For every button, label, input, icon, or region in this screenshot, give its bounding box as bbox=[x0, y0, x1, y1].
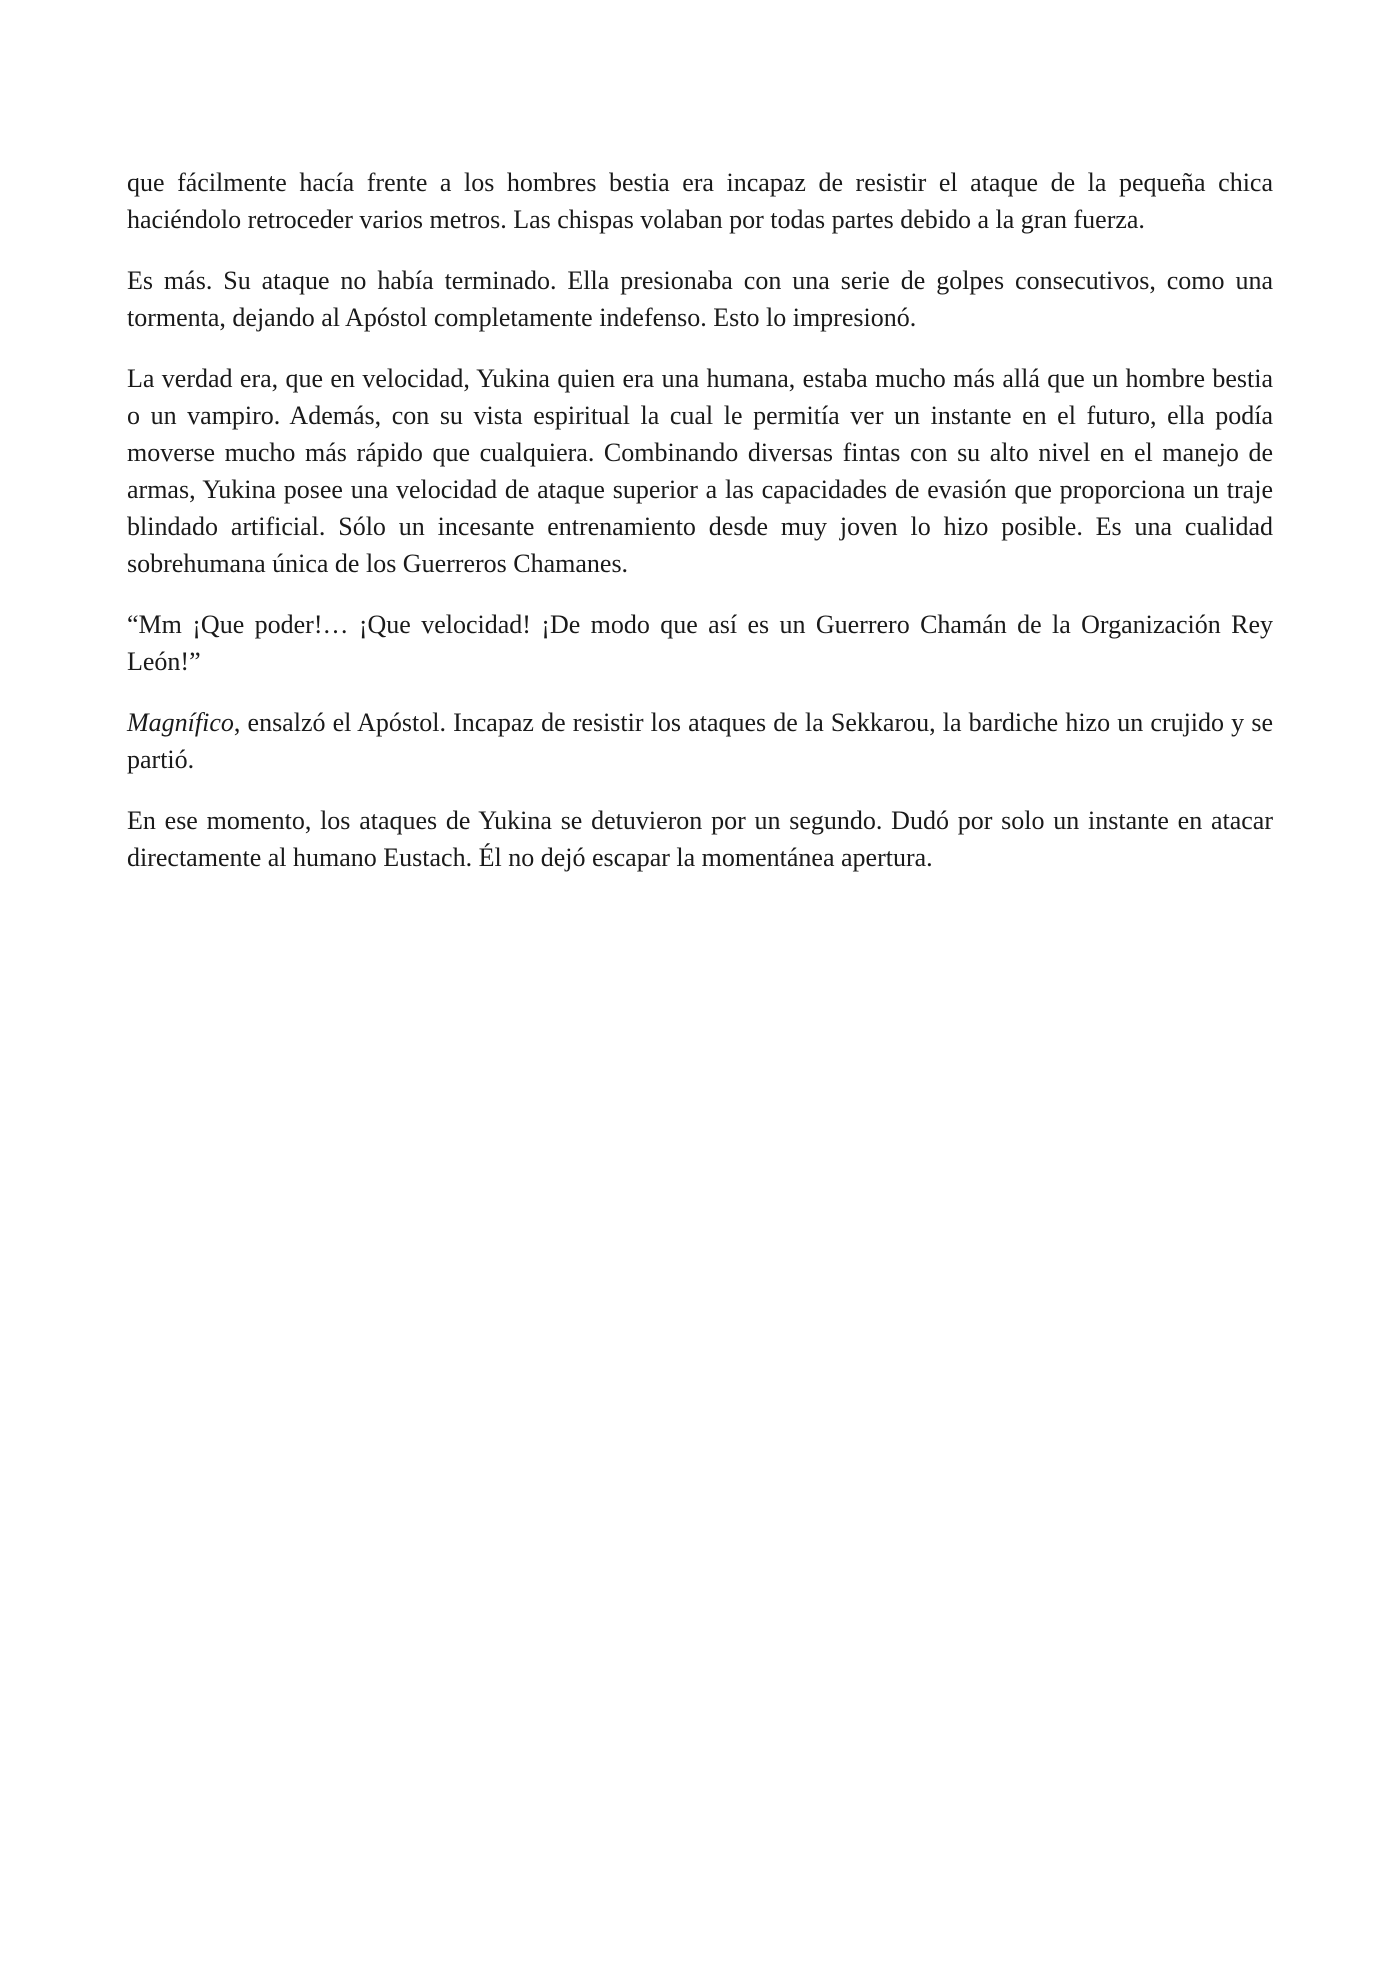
paragraph-1: que fácilmente hacía frente a los hombres bestia era incapaz de resistir el ataque de la pequeña chica haciéndolo retroceder varios metros. Las chispas volaban por todas partes debido a la gran fuerza. bbox=[127, 168, 1273, 234]
italic-word: Magnífico bbox=[127, 708, 234, 737]
paragraph-2: Es más. Su ataque no había terminado. Ella presionaba con una serie de golpes consecutivos, como una tormenta, dejando al Apóstol completamente indefenso. Esto lo impresionó. bbox=[127, 266, 1273, 332]
paragraph-6: En ese momento, los ataques de Yukina se detuvieron por un segundo. Dudó por solo un instante en atacar directamente al humano Eustach. Él no dejó escapar la momentánea apertura. bbox=[127, 806, 1273, 872]
document-page bbox=[127, 164, 1273, 900]
paragraph-3: La verdad era, que en velocidad, Yukina quien era una humana, estaba mucho más allá que un hombre bestia o un vampiro. Además, con su vista espiritual la cual le permitía ver un instante en el futuro, ella podía moverse mucho más rápido que cualquiera. Combinando diversas fintas con su alto nivel en el manejo de armas, Yukina posee una velocidad de ataque superior a las capacidades de evasión que proporciona un traje blindado artificial. Sólo un incesante entrenamiento desde muy joven lo hizo posible. Es una cualidad sobrehumana única de los Guerreros Chamanes. bbox=[127, 364, 1273, 578]
paragraph-5-rest: , ensalzó el Apóstol. Incapaz de resistir los ataques de la Sekkarou, la bardiche hizo un crujido y se partió. bbox=[127, 708, 1273, 774]
paragraph-4-dialogue: “Mm ¡Que poder!… ¡Que velocidad! ¡De modo que así es un Guerrero Chamán de la Organización Rey León!” bbox=[127, 610, 1273, 676]
paragraph-5 bbox=[127, 704, 1273, 778]
